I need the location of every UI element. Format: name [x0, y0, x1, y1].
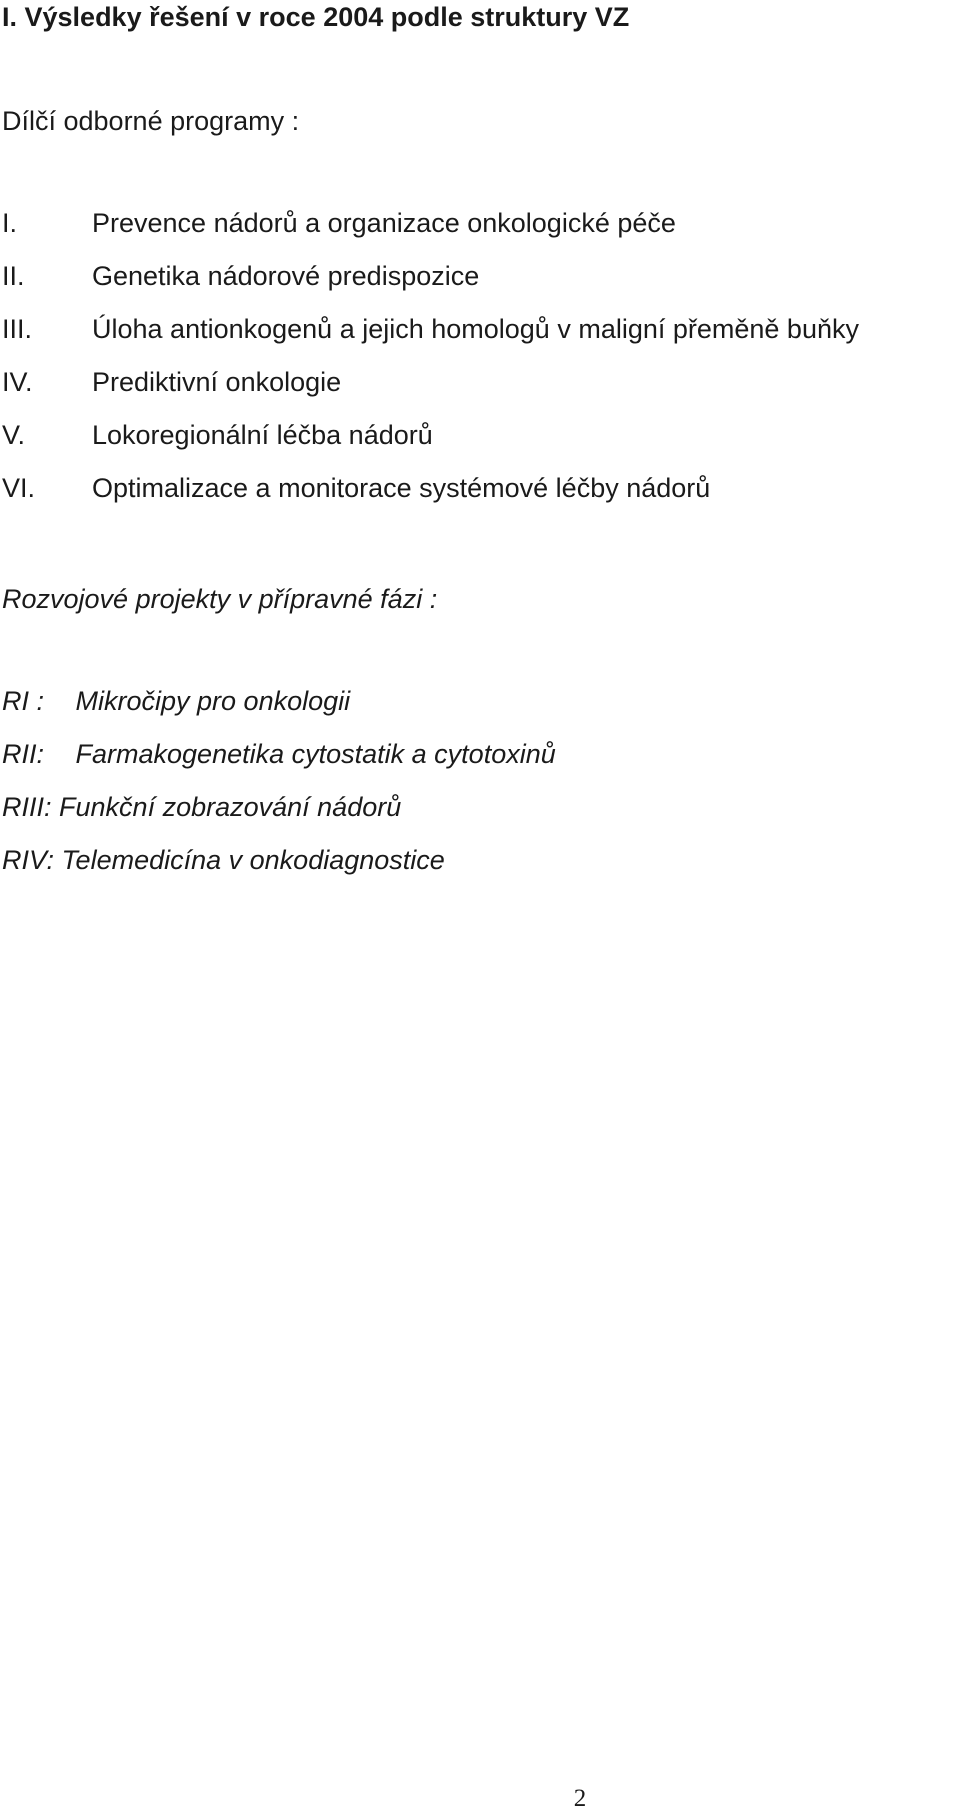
program-numeral: III.: [2, 314, 33, 344]
program-title: Lokoregionální léčba nádorů: [92, 420, 433, 450]
list-item: [2, 684, 556, 737]
program-numeral: IV.: [2, 367, 33, 397]
project-title: Mikročipy pro onkologii: [75, 686, 351, 716]
program-title: Genetika nádorové predispozice: [92, 261, 480, 291]
program-numeral: V.: [2, 420, 26, 450]
project-code: RIII:: [2, 792, 52, 822]
project-code: RII:: [2, 739, 45, 769]
projects-heading: Rozvojové projekty v přípravné fázi :: [2, 584, 438, 614]
program-title: Prevence nádorů a organizace onkologické péče: [92, 208, 676, 238]
project-title: Farmakogenetika cytostatik a cytotoxinů: [75, 739, 556, 769]
project-title: Funkční zobrazování nádorů: [59, 792, 402, 822]
page-number: 2: [573, 1785, 587, 1812]
project-code: RIV:: [2, 845, 55, 875]
program-numeral: II.: [2, 261, 25, 291]
page-title: I. Výsledky řešení v roce 2004 podle struktury VZ: [2, 2, 630, 32]
project-code: RI :: [2, 686, 45, 716]
list-item: [2, 790, 556, 843]
list-item: [2, 843, 556, 896]
project-list: [2, 684, 556, 896]
project-title: Telemedicína v onkodiagnostice: [61, 845, 445, 875]
program-title: Prediktivní onkologie: [92, 367, 342, 397]
program-numeral: VI.: [2, 473, 36, 503]
program-title: Úloha antionkogenů a jejich homologů v maligní přeměně buňky: [92, 314, 859, 344]
program-title: Optimalizace a monitorace systémové léčby nádorů: [92, 473, 711, 503]
program-numeral: I.: [2, 208, 18, 238]
list-item: [2, 737, 556, 790]
programs-heading: Dílčí odborné programy :: [2, 106, 300, 136]
